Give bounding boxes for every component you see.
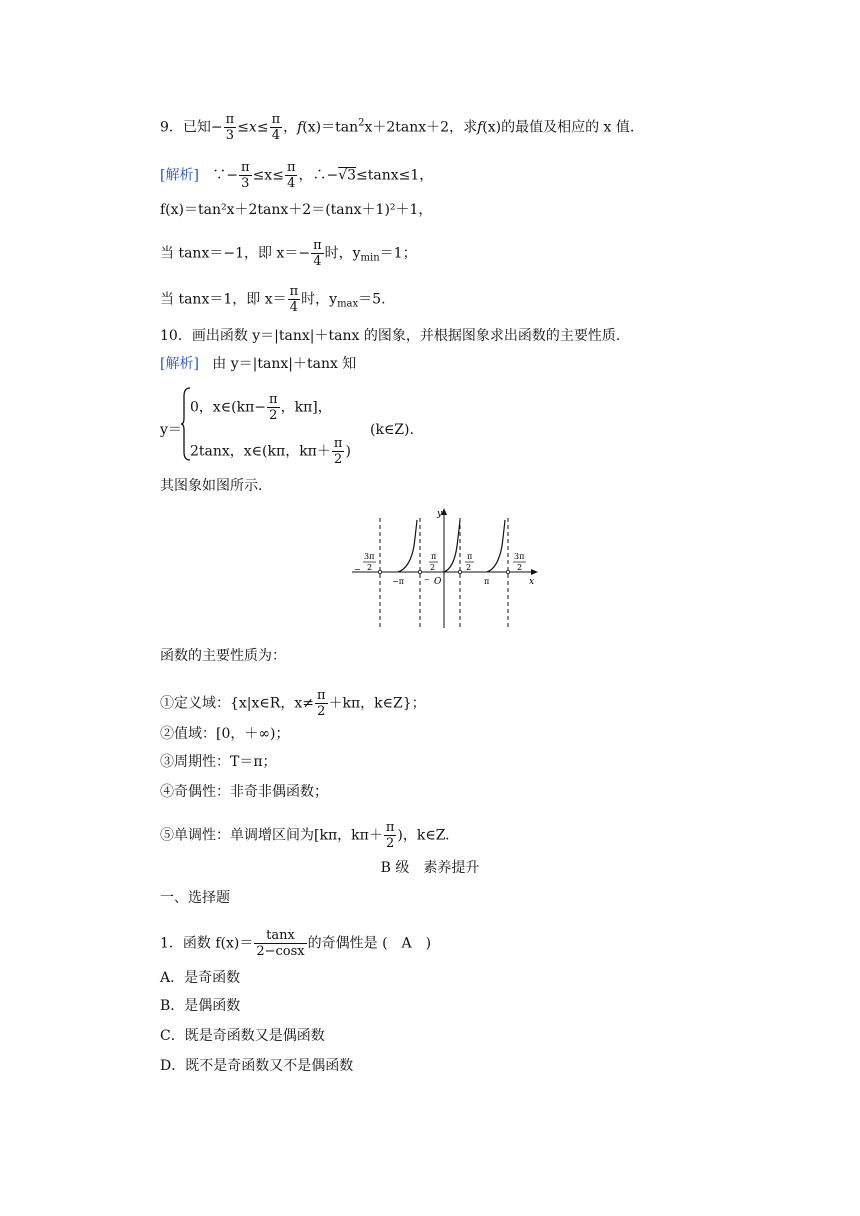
question-10: 10．画出函数 y＝|tanx|＋tanx 的图象，并根据图象求出函数的主要性质.	[160, 328, 621, 344]
piecewise-domain: (k∈Z).	[370, 422, 414, 438]
property-domain: ①定义域：{x|x∈R，x≠ $\frac{\pi}{2}$ ＋kπ，k∈Z}；	[160, 688, 426, 719]
svg-text:2: 2	[466, 563, 472, 572]
properties-intro: 函数的主要性质为：	[160, 648, 286, 664]
fraction-pi-3: $\frac{\pi}{3}$	[225, 112, 235, 143]
tick-neg-pi: −π	[392, 577, 404, 586]
y-label: y	[437, 509, 443, 519]
question-1: 1．函数 f(x)＝ $\frac{\tan x}{2-\cos x}$ 的奇偶性是 ( A )	[160, 928, 432, 959]
analysis-tag: [解析]	[160, 167, 199, 184]
option-b: B．是偶函数	[160, 998, 241, 1014]
svg-text:−: −	[424, 576, 430, 584]
solution-10-intro: [解析] 由 y＝|tanx|＋tanx 知	[160, 356, 357, 372]
svg-text:3π: 3π	[514, 552, 525, 561]
curve-branch	[487, 520, 505, 572]
svg-text:π: π	[431, 552, 437, 561]
svg-text:2: 2	[517, 563, 523, 572]
q9-prefix: 9．已知−	[160, 119, 223, 136]
section-title: B 级 素养提升	[380, 860, 480, 876]
option-c: C．既是奇函数又是偶函数	[160, 1028, 325, 1044]
option-d: D．既不是奇函数又不是偶函数	[160, 1058, 354, 1074]
property-parity: ④奇偶性：非奇非偶函数；	[160, 784, 328, 800]
svg-text:2: 2	[430, 563, 436, 572]
tick-pi: π	[484, 577, 490, 586]
property-monotonic: ⑤单调性：单调增区间为[kπ，kπ＋ $\frac{\pi}{2}$ )，k∈Z.	[160, 820, 450, 851]
property-range: ②值域：[0，＋∞)；	[160, 726, 290, 742]
fraction-pi-4: $\frac{\pi}{4}$	[271, 112, 281, 143]
solution-9-line-4: 当 tanx＝1，即 x＝ $\frac{\pi}{4}$ 时，$y_{max}=5$.	[160, 284, 386, 315]
x-label: x	[529, 577, 535, 587]
solution-9-line-1: [解析] ∵− $\frac{\pi}{3}$ ≤x≤ $\frac{\pi}{4}$ ，∴−√3≤tanx≤1，	[160, 160, 434, 191]
analysis-tag-10: [解析]	[160, 356, 199, 372]
tick-pi-2	[465, 552, 474, 572]
svg-text:π: π	[467, 552, 473, 561]
x-axis-arrow	[531, 569, 538, 575]
piecewise-case-2: 2tanx，x∈(kπ，kπ＋ $\frac{\pi}{2}$ )	[190, 436, 351, 467]
piecewise-case-1: 0，x∈(kπ− $\frac{\pi}{2}$ ，kπ]，	[190, 392, 332, 423]
property-period: ③周期性：T＝π；	[160, 754, 277, 770]
curve-branch	[398, 520, 417, 572]
question-9: 9．已知− $\frac{\pi}{3}$ ≤x≤ $\frac{\pi}{4}$ ，$f(x)=\tan^2x+2\tan x+2$，求f(x)的最值及相应的 x 值.	[160, 112, 635, 143]
tan-graph	[340, 500, 550, 632]
figure-caption: 其图象如图所示.	[160, 478, 263, 494]
tick-neg-3pi-2	[354, 552, 376, 574]
curve-branch	[444, 520, 460, 572]
part-title: 一、选择题	[160, 890, 230, 906]
tick-3pi-2	[513, 552, 526, 572]
svg-text:−: −	[354, 565, 361, 574]
origin-label: O	[434, 577, 442, 587]
solution-9-line-2: f(x)＝tan²x＋2tanx＋2＝(tanx＋1)²＋1，	[160, 202, 433, 218]
svg-text:2: 2	[367, 563, 373, 572]
fraction-tan-cos: $\frac{\tan x}{2-\cos x}$	[256, 928, 305, 959]
solution-9-line-3: 当 tanx＝−1，即 x＝− $\frac{\pi}{4}$ 时，$y_{min}=1$；	[160, 238, 417, 269]
piecewise-lhs: y＝	[160, 422, 182, 438]
option-a: A．是奇函数	[160, 970, 241, 986]
svg-text:3π: 3π	[364, 552, 375, 561]
